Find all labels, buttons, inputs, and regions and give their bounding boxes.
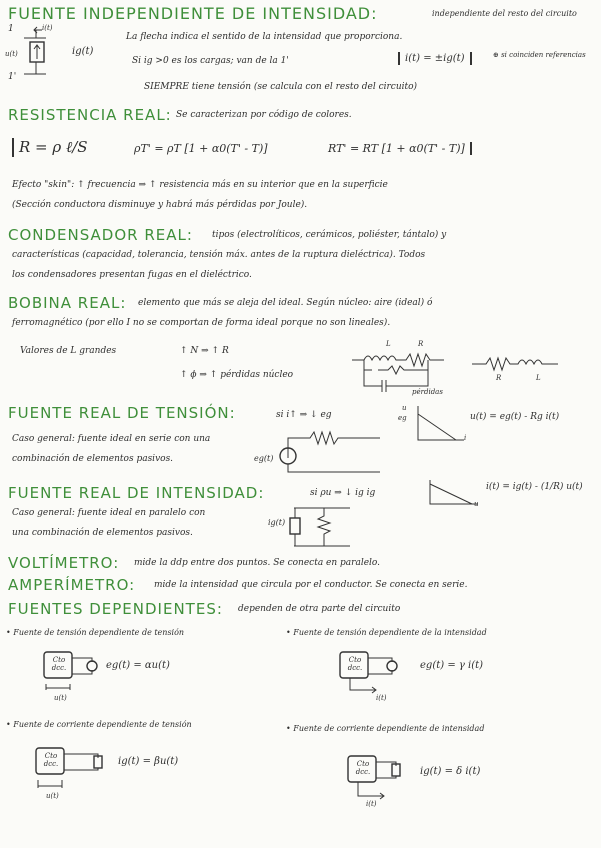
fri-text2: una combinación de elementos pasivos. bbox=[12, 528, 193, 538]
frt-graph bbox=[410, 404, 470, 444]
heading-bobina-real: BOBINA REAL: bbox=[8, 294, 127, 312]
fd-b-i: i(t) bbox=[376, 694, 387, 702]
u-label: u(t) bbox=[5, 50, 18, 58]
bob-lbl-L: L bbox=[386, 340, 391, 348]
fd-b-box: Cto dcc. bbox=[347, 656, 363, 672]
res-skin: Efecto "skin": ↑ frecuencia ⇒ ↑ resistencia más en su interior que en la superficie bbox=[12, 180, 388, 190]
amp-text: mide la intensidad que circula por el conductor. Se conecta en serie. bbox=[154, 580, 468, 590]
res-formula-R: R = ρ ℓ/S bbox=[12, 138, 88, 157]
frt-text1: Caso general: fuente ideal en serie con una bbox=[12, 434, 211, 444]
fri-formula: i(t) = ig(t) - (1/R) u(t) bbox=[486, 482, 583, 492]
fd-d-box: Cto dcc. bbox=[355, 760, 371, 776]
fd-b-title: • Fuente de tensión dependiente de la intensidad bbox=[286, 628, 487, 637]
bob-lbl-perdidas: pérdidas bbox=[412, 388, 443, 396]
fi-formula-note: ⊕ si coinciden referencias bbox=[493, 51, 586, 59]
note-independiente: independiente del resto del circuito bbox=[432, 9, 577, 18]
res-skin2: (Sección conductora disminuye y habrá más pérdidas por Joule). bbox=[12, 200, 308, 210]
bob-text2: ferromagnético (por ello I no se comportan de forma ideal porque no son lineales). bbox=[12, 318, 391, 328]
node-1: 1 bbox=[8, 24, 14, 34]
frt-text2: combinación de elementos pasivos. bbox=[12, 454, 174, 464]
frt-cond: si i↑ ⇒ ↓ eg bbox=[276, 410, 332, 420]
bob-text3: Valores de L grandes bbox=[20, 346, 117, 356]
cond-text2: características (capacidad, tolerancia, tensión máx. antes de la ruptura dieléctrica). Todos bbox=[12, 250, 426, 260]
heading-fuentes-dependientes: FUENTES DEPENDIENTES: bbox=[8, 600, 223, 618]
fi-line3: SIEMPRE tiene tensión (se calcula con el resto del circuito) bbox=[144, 82, 418, 92]
fd-c-title: • Fuente de corriente dependiente de tensión bbox=[6, 720, 192, 729]
heading-amperimetro: AMPERÍMETRO: bbox=[8, 576, 136, 594]
frt-src: eg(t) bbox=[254, 454, 274, 463]
fd-d-title: • Fuente de corriente dependiente de intensidad bbox=[286, 724, 485, 733]
bob-text5: ↑ ϕ ⇒ ↑ pérdidas núcleo bbox=[180, 370, 294, 380]
res-formula-rho: ρT' = ρT [1 + α0(T' - T)] bbox=[134, 142, 268, 155]
fri-cond: si ρu ⇒ ↓ ig ig bbox=[310, 488, 376, 498]
fd-c-box: Cto dcc. bbox=[43, 752, 59, 768]
heading-fuente-independiente: FUENTE INDEPENDIENTE DE INTENSIDAD: bbox=[8, 4, 378, 23]
res-formula-RT: RT' = RT [1 + α0(T' - T)] bbox=[328, 142, 472, 155]
series-RL-diagram bbox=[472, 354, 562, 374]
heading-fuente-real-intensidad: FUENTE REAL DE INTENSIDAD: bbox=[8, 484, 265, 502]
fd-d-i: i(t) bbox=[366, 800, 377, 808]
frt-circuit bbox=[280, 428, 400, 478]
bob-text4: ↑ N ⇒ ↑ R bbox=[180, 346, 229, 356]
frt-axis-i: i bbox=[464, 434, 467, 442]
fi-line2: Si ig >0 es los cargas; van de la 1' bbox=[132, 56, 289, 66]
fri-circuit bbox=[290, 502, 370, 552]
fi-line1: La flecha indica el sentido de la intensidad que proporciona. bbox=[126, 32, 403, 42]
res-note: Se caracterizan por código de colores. bbox=[176, 110, 352, 120]
bob-lbl-R: R bbox=[418, 340, 424, 348]
heading-resistencia-real: RESISTENCIA REAL: bbox=[8, 106, 172, 124]
fd-b-formula: eg(t) = γ i(t) bbox=[420, 660, 484, 671]
heading-voltimetro: VOLTÍMETRO: bbox=[8, 554, 120, 572]
fd-c-formula: ig(t) = βu(t) bbox=[118, 756, 179, 767]
fri-axis-u: u bbox=[474, 500, 479, 508]
cond-text1: tipos (electrolíticos, cerámicos, poliéster, tántalo) y bbox=[212, 230, 447, 240]
frt-axis-u: u bbox=[402, 404, 407, 412]
heading-condensador-real: CONDENSADOR REAL: bbox=[8, 226, 193, 244]
fd-c-u: u(t) bbox=[46, 792, 59, 800]
bob-text1: elemento que más se aleja del ideal. Según núcleo: aire (ideal) ó bbox=[138, 298, 433, 308]
i-label: i(t) bbox=[42, 24, 53, 32]
fi-formula: i(t) = ±ig(t) bbox=[398, 52, 472, 65]
fd-a-u: u(t) bbox=[54, 694, 67, 702]
frt-formula: u(t) = eg(t) - Rg i(t) bbox=[470, 412, 560, 422]
fd-a-formula: eg(t) = αu(t) bbox=[106, 660, 170, 671]
source-label-ig: ig(t) bbox=[72, 46, 94, 57]
bob-lbl-L2: L bbox=[536, 374, 541, 382]
fri-src: ig(t) bbox=[268, 518, 286, 527]
volt-text: mide la ddp entre dos puntos. Se conecta en paralelo. bbox=[134, 558, 381, 568]
fd-a-box: Cto dcc. bbox=[51, 656, 67, 672]
fri-text1: Caso general: fuente ideal en paralelo con bbox=[12, 508, 206, 518]
cond-text3: los condensadores presentan fugas en el dieléctrico. bbox=[12, 270, 252, 280]
fd-a-title: • Fuente de tensión dependiente de tensión bbox=[6, 628, 185, 637]
heading-fuente-real-tension: FUENTE REAL DE TENSIÓN: bbox=[8, 404, 236, 422]
bob-lbl-R2: R bbox=[496, 374, 502, 382]
frt-axis-eg: eg bbox=[398, 414, 407, 422]
fd-d-formula: ig(t) = δ i(t) bbox=[420, 766, 481, 777]
fd-note: dependen de otra parte del circuito bbox=[238, 604, 401, 614]
node-1-prime: 1' bbox=[8, 72, 17, 82]
